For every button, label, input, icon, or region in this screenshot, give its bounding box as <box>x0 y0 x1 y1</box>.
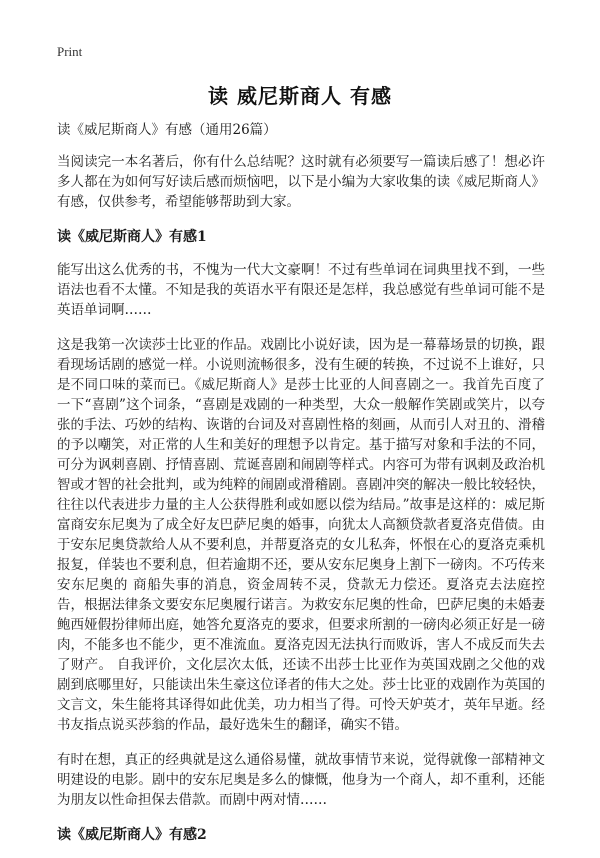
document-subtitle: 读《威尼斯商人》有感（通用26篇） <box>57 122 277 138</box>
section-1-paragraph-3: 有时在想，真正的经典就是这么通俗易懂，就故事情节来说，觉得就像一部精神文明建设的电影。剧中的安东尼奥是多么的慷慨，他身为一个商人，却不重利，还能为朋友以性命担保去借款。而剧中两对情…… <box>57 752 545 808</box>
section-heading-1: 读《威尼斯商人》有感1 <box>57 229 207 245</box>
section-1-paragraph-2: 这是我第一次读莎士比亚的作品。戏剧比小说好读，因为是一幕幕场景的切换，跟看现场话剧的感觉一样。小说则流畅很多，没有生硬的转换，不过说不上谁好，只是不同口味的菜而已。《威尼斯商人》是莎士比亚的人间喜剧之一。我首先百度了一下“喜剧”这个词条，“喜剧是戏剧的一种类型，大众一般解作笑剧或笑片，以夸张的手法、巧妙的结构、诙谐的台词及对喜剧性格的刻画，从而引人对丑的、滑稽的予以嘲笑，对正常的人生和美好的理想予以肯定。基于描写对象和手法的不同，可分为讽刺喜剧、抒情喜剧、荒诞喜剧和闹剧等样式。内容可为带有讽刺及政治机智或才智的社会批判，或为纯粹的闹剧或滑稽剧。喜剧冲突的解决一般比较轻快，往往以代表进步力量的主人公获得胜利或如愿以偿为结局。”故事是这样的：威尼斯富商安东尼奥为了成全好友巴萨尼奥的婚事，向犹太人高额贷款者夏洛克借债。由于安东尼奥贷款给人从不要利息，并帮夏洛克的女儿私奔，怀恨在心的夏洛克乘机报复，佯装也不要利息，但若逾期不还，要从安东尼奥身上割下一磅肉。不巧传来安东尼奥的 商船失事的消息，资金周转不灵，贷款无力偿还。夏洛克去法庭控告，根据法律条文要安东尼奥履行诺言。为救安东尼奥的性命，巴萨尼奥的未婚妻鲍西娅假扮律师出庭，她答允夏洛克的要求，但要求所割的一磅肉必须正好是一磅肉，不能多也不能少，更不准流血。夏洛克因无法执行而败诉，害人不成反而失去了财产。 自我评价，文化层次太低，还读不出莎士比亚作为英国戏剧之父他的戏剧到底哪里好，只能读出朱生豪这位译者的伟大之处。莎士比亚的戏剧作为英国的文言文，朱生能将其译得如此优美，功力相当了得。可怜天妒英才，英年早逝。经书友指点说买莎翁的作品，最好选朱生的翻译，确实不错。 <box>57 337 545 733</box>
intro-paragraph: 当阅读完一本名著后，你有什么总结呢？这时就有必须要写一篇读后感了！想必许多人都在为如何写好读后感而烦恼吧，以下是小编为大家收集的读《威尼斯商人》有感，仅供参考，希望能够帮助到大家。 <box>57 154 545 210</box>
page-title: 读 威尼斯商人 有感 <box>208 84 392 108</box>
section-1-paragraph-1: 能写出这么优秀的书，不愧为一代大文豪啊！不过有些单词在词典里找不到，一些语法也看不太懂。不知是我的英语水平有限还是怎样，我总感觉有些单词可能不是英语单词啊…… <box>57 262 545 318</box>
print-label: Print <box>57 44 83 59</box>
section-heading-2: 读《威尼斯商人》有感2 <box>57 827 207 843</box>
document-body <box>57 120 545 858</box>
